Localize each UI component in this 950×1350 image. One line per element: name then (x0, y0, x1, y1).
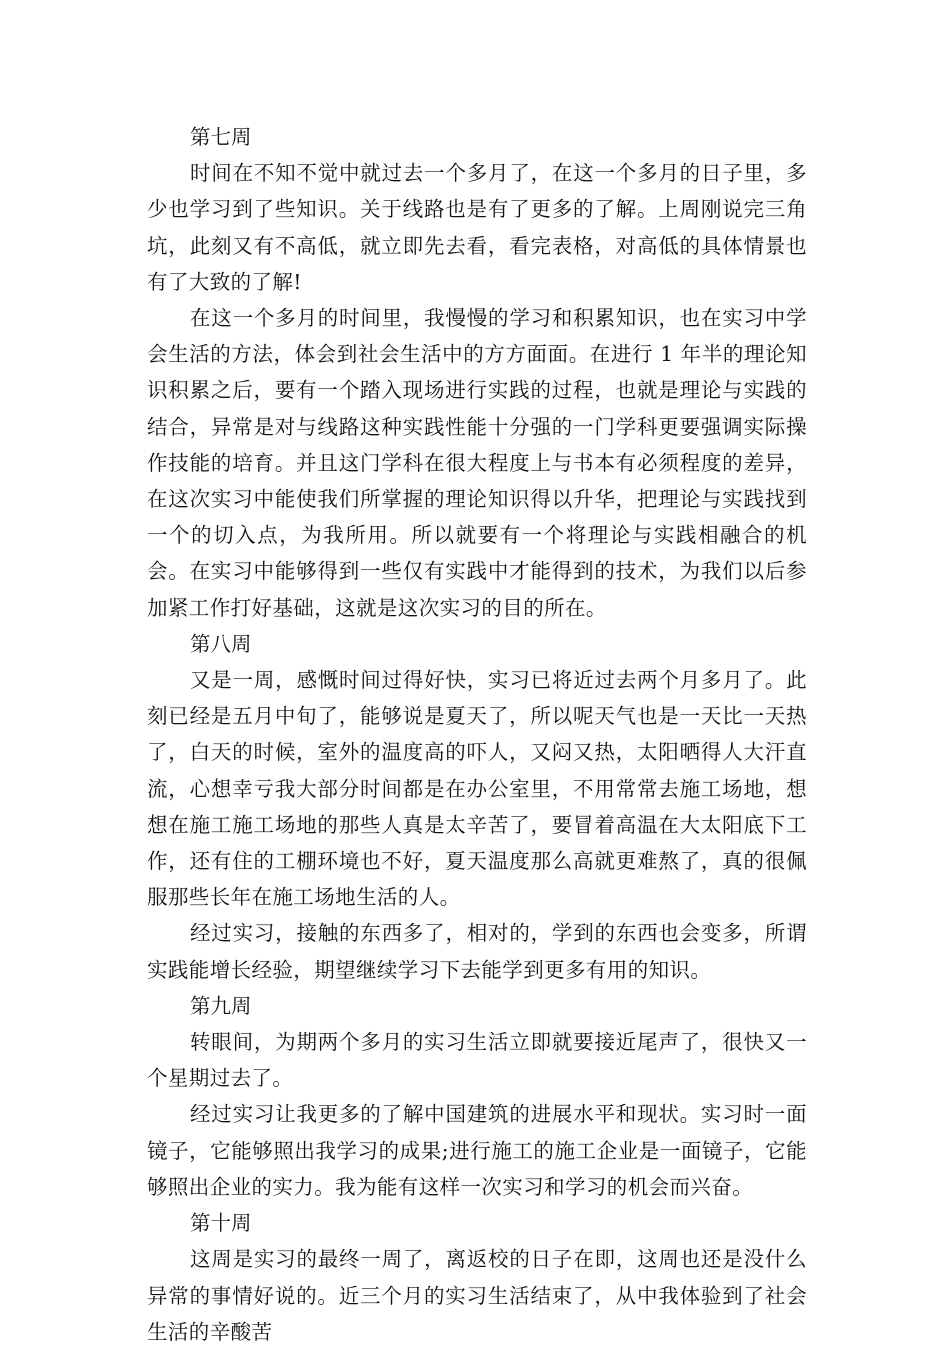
paragraph: 经过实习，接触的东西多了，相对的，学到的东西也会变多，所谓实践能增长经验，期望继续学习下去能学到更多有用的知识。 (147, 921, 807, 982)
paragraph: 在这一个多月的时间里，我慢慢的学习和积累知识，也在实习中学会生活的方法，体会到社会生活中的方方面面。在进行 1 年半的理论知识积累之后，要有一个踏入现场进行实践的过程，也就是理论与实践的结合，异常是对与线路这种实践性能十分强的一门学科更要强调实际操作技能的培育。并且这门学科在很大程度上与书本有必须程度的差异，在这次实习中能使我们所掌握的理论知识得以升华，把理论与实践找到一个的切入点，为我所用。所以就要有一个将理论与实践相融合的机会。在实习中能够得到一些仅有实践中才能得到的技术，为我们以后参加紧工作打好基础，这就是这次实习的目的所在。 (147, 306, 807, 620)
paragraph: 又是一周，感慨时间过得好快，实习已将近过去两个月多月了。此刻已经是五月中旬了，能够说是夏天了，所以呢天气也是一天比一天热了，白天的时候，室外的温度高的吓人，又闷又热，太阳晒得人大汗直流，心想幸亏我大部分时间都是在办公室里，不用常常去施工场地，想想在施工施工场地的那些人真是太辛苦了，要冒着高温在大太阳底下工作，还有住的工棚环境也不好，夏天温度那么高就更难熬了，真的很佩服那些长年在施工场地生活的人。 (147, 668, 807, 910)
document-body (147, 119, 807, 1350)
section-heading-week-10: 第十周 (190, 1211, 252, 1236)
paragraph: 时间在不知不觉中就过去一个多月了，在这一个多月的日子里，多少也学习到了些知识。关于线路也是有了更多的了解。上周刚说完三角坑，此刻又有不高低，就立即先去看，看完表格，对高低的具体情景也有了大致的了解! (147, 161, 807, 294)
section-heading-week-8: 第八周 (190, 631, 252, 656)
section-heading-week-7: 第七周 (190, 125, 252, 149)
paragraph: 这周是实习的最终一周了，离返校的日子在即，这周也还是没什么异常的事情好说的。近三个月的实习生活结束了，从中我体验到了社会生活的辛酸苦 (147, 1247, 807, 1344)
section-heading-week-9: 第九周 (190, 993, 252, 1018)
paragraph: 经过实习让我更多的了解中国建筑的进展水平和现状。实习时一面镜子，它能够照出我学习的成果;进行施工的施工企业是一面镜子，它能够照出企业的实力。我为能有这样一次实习和学习的机会而兴奋。 (147, 1102, 807, 1199)
paragraph: 转眼间，为期两个多月的实习生活立即就要接近尾声了，很快又一个星期过去了。 (147, 1030, 807, 1091)
